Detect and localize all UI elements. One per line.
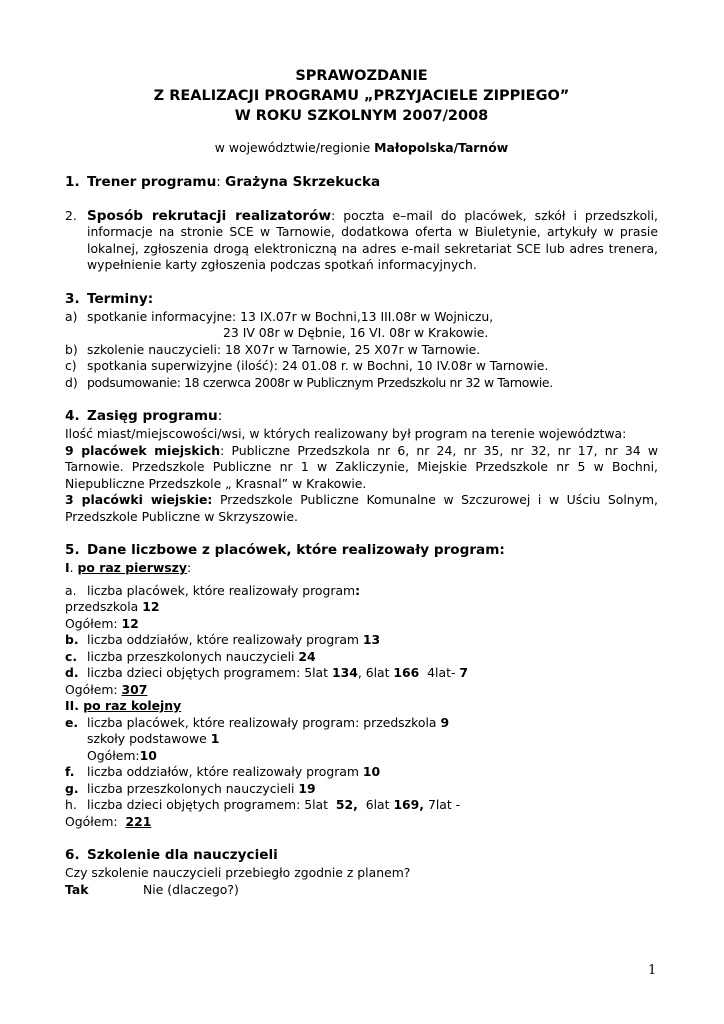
item-e-value: 9 xyxy=(440,714,450,730)
part-1-roman: I xyxy=(65,560,70,575)
preschools-value: 12 xyxy=(142,599,160,614)
term-a-line-1: spotkanie informacyjne: 13 IX.07r w Bochni,13 III.08r w Wojniczu, xyxy=(87,308,494,324)
item-b-value: 13 xyxy=(362,632,381,647)
item-e xyxy=(65,715,658,732)
city-facilities-text: : Publiczne Przedszkola nr 6, nr 24, nr 35, nr 32, nr 17, nr 34 w Tarnowie. Przedszkole Publiczne nr 1 w Zakliczynie, Miejskie Przedszkole nr 5 w Bochni, Niepubliczne Przedszkole „ Krasnal” w Krakowie. xyxy=(65,442,659,491)
section-4-label: Zasięg programu xyxy=(87,408,218,424)
item-d xyxy=(65,665,658,682)
term-b xyxy=(65,342,658,359)
answer-yes[interactable]: Tak xyxy=(65,881,89,897)
part-2-roman: II. xyxy=(65,698,79,713)
total-h-value: 221 xyxy=(125,813,152,829)
section-3-label: Terminy: xyxy=(87,290,154,307)
village-facilities-text: Przedszkole Publiczne Komunalne w Szczurowej i w Uściu Solnym, Przedszkole Publiczne w Skrzyszowie. xyxy=(65,492,658,524)
section-2 xyxy=(65,208,658,274)
item-d-sep-2: 4lat- xyxy=(419,665,460,680)
total-1-text: Ogółem: xyxy=(65,615,122,631)
section-6-label: Szkolenie dla nauczycieli xyxy=(87,847,278,863)
item-f-label: f. xyxy=(65,764,75,779)
section-4-colon: : xyxy=(217,408,223,424)
region-prefix: w województwie/regionie xyxy=(214,140,375,155)
section-5-heading xyxy=(65,541,658,560)
primary-schools-value: 1 xyxy=(210,731,220,746)
item-g xyxy=(65,781,658,798)
part-1-sep: . xyxy=(69,560,78,575)
section-6-question: Czy szkolenie nauczycieli przebiegło zgodnie z planem? xyxy=(65,865,411,880)
item-a-text: liczba placówek, które realizowały program xyxy=(87,582,356,598)
section-2-label: Sposób rekrutacji realizatorów xyxy=(87,207,332,224)
part-2-title: po raz kolejny xyxy=(83,698,182,713)
item-a-label: a. xyxy=(65,582,77,598)
item-g-text: liczba przeszkolonych nauczycieli xyxy=(87,780,299,796)
part-1-colon: : xyxy=(186,560,192,575)
region-line xyxy=(65,140,658,157)
trainer-name: Grażyna Skrzekucka xyxy=(225,173,381,190)
section-6-heading xyxy=(65,846,658,865)
item-d-sep-1: , 6lat xyxy=(357,665,394,680)
item-d-6lat: 166 xyxy=(393,665,420,680)
total-e-value: 10 xyxy=(139,747,157,763)
item-h-text: liczba dzieci objętych programem: 5lat xyxy=(87,797,336,812)
answer-row xyxy=(65,882,658,899)
term-b-text: szkolenie nauczycieli: 18 X07r w Tarnowie, 25 X07r w Tarnowie. xyxy=(87,341,481,357)
term-c-text: spotkania superwizyjne (ilość): 24 01.08 r. w Bochni, 10 IV.08r w Tarnowie. xyxy=(87,358,549,373)
section-1-colon: : xyxy=(216,173,226,190)
item-f-value: 10 xyxy=(362,764,381,779)
preschools-text: przedszkola xyxy=(65,599,143,614)
total-2-text: Ogółem: xyxy=(65,681,122,697)
term-b-label: b) xyxy=(65,341,78,357)
item-e-label: e. xyxy=(65,714,79,730)
total-2-value: 307 xyxy=(121,681,148,697)
section-3-heading xyxy=(65,290,658,309)
section-2-text: : poczta e–mail do placówek, szkół i przedszkoli, informacje na stronie SCE w Tarnowie, dodatkowa oferta w Biuletynie, artykuły w prasie lokalnej, zgłoszenia drogą elektroniczną na adres e-mail sekretariat SCE lub adres trenera, wypełnienie karty zgłoszenia podczas spotkań informacyjnych. xyxy=(87,207,658,272)
item-d-5lat: 134 xyxy=(331,665,358,680)
title-line-3: W ROKU SZKOLNYM 2007/2008 xyxy=(234,108,489,124)
term-c xyxy=(65,358,658,375)
term-a xyxy=(65,309,658,326)
item-d-4lat: 7 xyxy=(459,665,468,680)
part-1-heading xyxy=(65,560,658,577)
total-h-row xyxy=(65,814,658,831)
total-1-row xyxy=(65,616,658,633)
item-g-value: 19 xyxy=(298,780,316,796)
title-line-2: Z REALIZACJI PROGRAMU „PRZYJACIELE ZIPPIEGO” xyxy=(153,88,570,104)
total-e-row xyxy=(65,748,658,765)
answer-no[interactable]: Nie (dlaczego?) xyxy=(143,881,239,897)
item-c-text: liczba przeszkolonych nauczycieli xyxy=(87,648,299,664)
part-2-heading xyxy=(65,698,658,715)
page-number: 1 xyxy=(648,963,657,978)
item-c-value: 24 xyxy=(298,648,316,664)
city-facilities xyxy=(65,443,658,493)
total-2-row xyxy=(65,682,658,699)
section-4-intro: Ilość miast/miejscowości/wsi, w których realizowany był program na terenie województwa: xyxy=(65,426,627,441)
item-c xyxy=(65,649,658,666)
term-d xyxy=(65,375,658,392)
item-g-label: g. xyxy=(65,780,79,796)
item-h-sep-1: 6lat xyxy=(357,797,394,812)
item-b-label: b. xyxy=(65,632,79,647)
section-1-label: Trener programu xyxy=(87,173,217,190)
city-facilities-label: 9 placówek miejskich xyxy=(65,442,221,458)
report-title xyxy=(65,66,658,126)
term-a-label: a) xyxy=(65,308,78,324)
item-h-5lat: 52, xyxy=(335,797,358,812)
term-d-text: podsumowanie: 18 czerwca 2008r w Publicznym Przedszkolu nr 32 w Tarnowie. xyxy=(87,374,553,390)
item-f-text: liczba oddziałów, które realizowały program xyxy=(87,764,363,779)
section-4-number: 4. xyxy=(65,408,80,424)
item-e-text: liczba placówek, które realizowały program: przedszkola xyxy=(87,714,441,730)
title-line-1: SPRAWOZDANIE xyxy=(295,68,428,84)
document-page xyxy=(65,66,658,898)
term-d-label: d) xyxy=(65,374,78,390)
item-a-colon: : xyxy=(355,582,361,598)
item-f xyxy=(65,764,658,781)
section-2-number: 2. xyxy=(65,207,77,223)
preschools-row xyxy=(65,599,658,616)
item-d-text: liczba dzieci objętych programem: 5lat xyxy=(87,665,332,680)
item-b xyxy=(65,632,658,649)
section-3-number: 3. xyxy=(65,290,80,307)
section-6-number: 6. xyxy=(65,847,80,863)
item-h xyxy=(65,797,658,814)
item-h-sep-2: 7lat - xyxy=(424,797,461,812)
term-c-label: c) xyxy=(65,358,77,373)
item-h-label: h. xyxy=(65,797,77,812)
primary-schools-text: szkoły podstawowe xyxy=(87,731,211,746)
primary-schools-row xyxy=(65,731,658,748)
region-value: Małopolska/Tarnów xyxy=(374,140,509,155)
part-1-title: po raz pierwszy xyxy=(77,560,187,575)
section-1 xyxy=(65,173,658,192)
section-1-number: 1. xyxy=(65,173,80,190)
item-a xyxy=(65,583,658,600)
total-h-text: Ogółem: xyxy=(65,813,126,829)
village-facilities xyxy=(65,492,658,525)
village-facilities-label: 3 placówki wiejskie: xyxy=(65,492,213,507)
section-5-number: 5. xyxy=(65,542,80,558)
term-a-line-2: 23 IV 08r w Dębnie, 16 VI. 08r w Krakowie. xyxy=(223,325,489,340)
section-5-label: Dane liczbowe z placówek, które realizowały program: xyxy=(87,542,505,558)
section-4-heading xyxy=(65,407,658,426)
item-h-6lat: 169, xyxy=(393,797,425,812)
total-1-value: 12 xyxy=(121,615,139,631)
total-e-text: Ogółem: xyxy=(87,747,140,763)
item-d-label: d. xyxy=(65,665,79,680)
item-b-text: liczba oddziałów, które realizowały program xyxy=(87,632,363,647)
item-c-label: c. xyxy=(65,648,78,664)
